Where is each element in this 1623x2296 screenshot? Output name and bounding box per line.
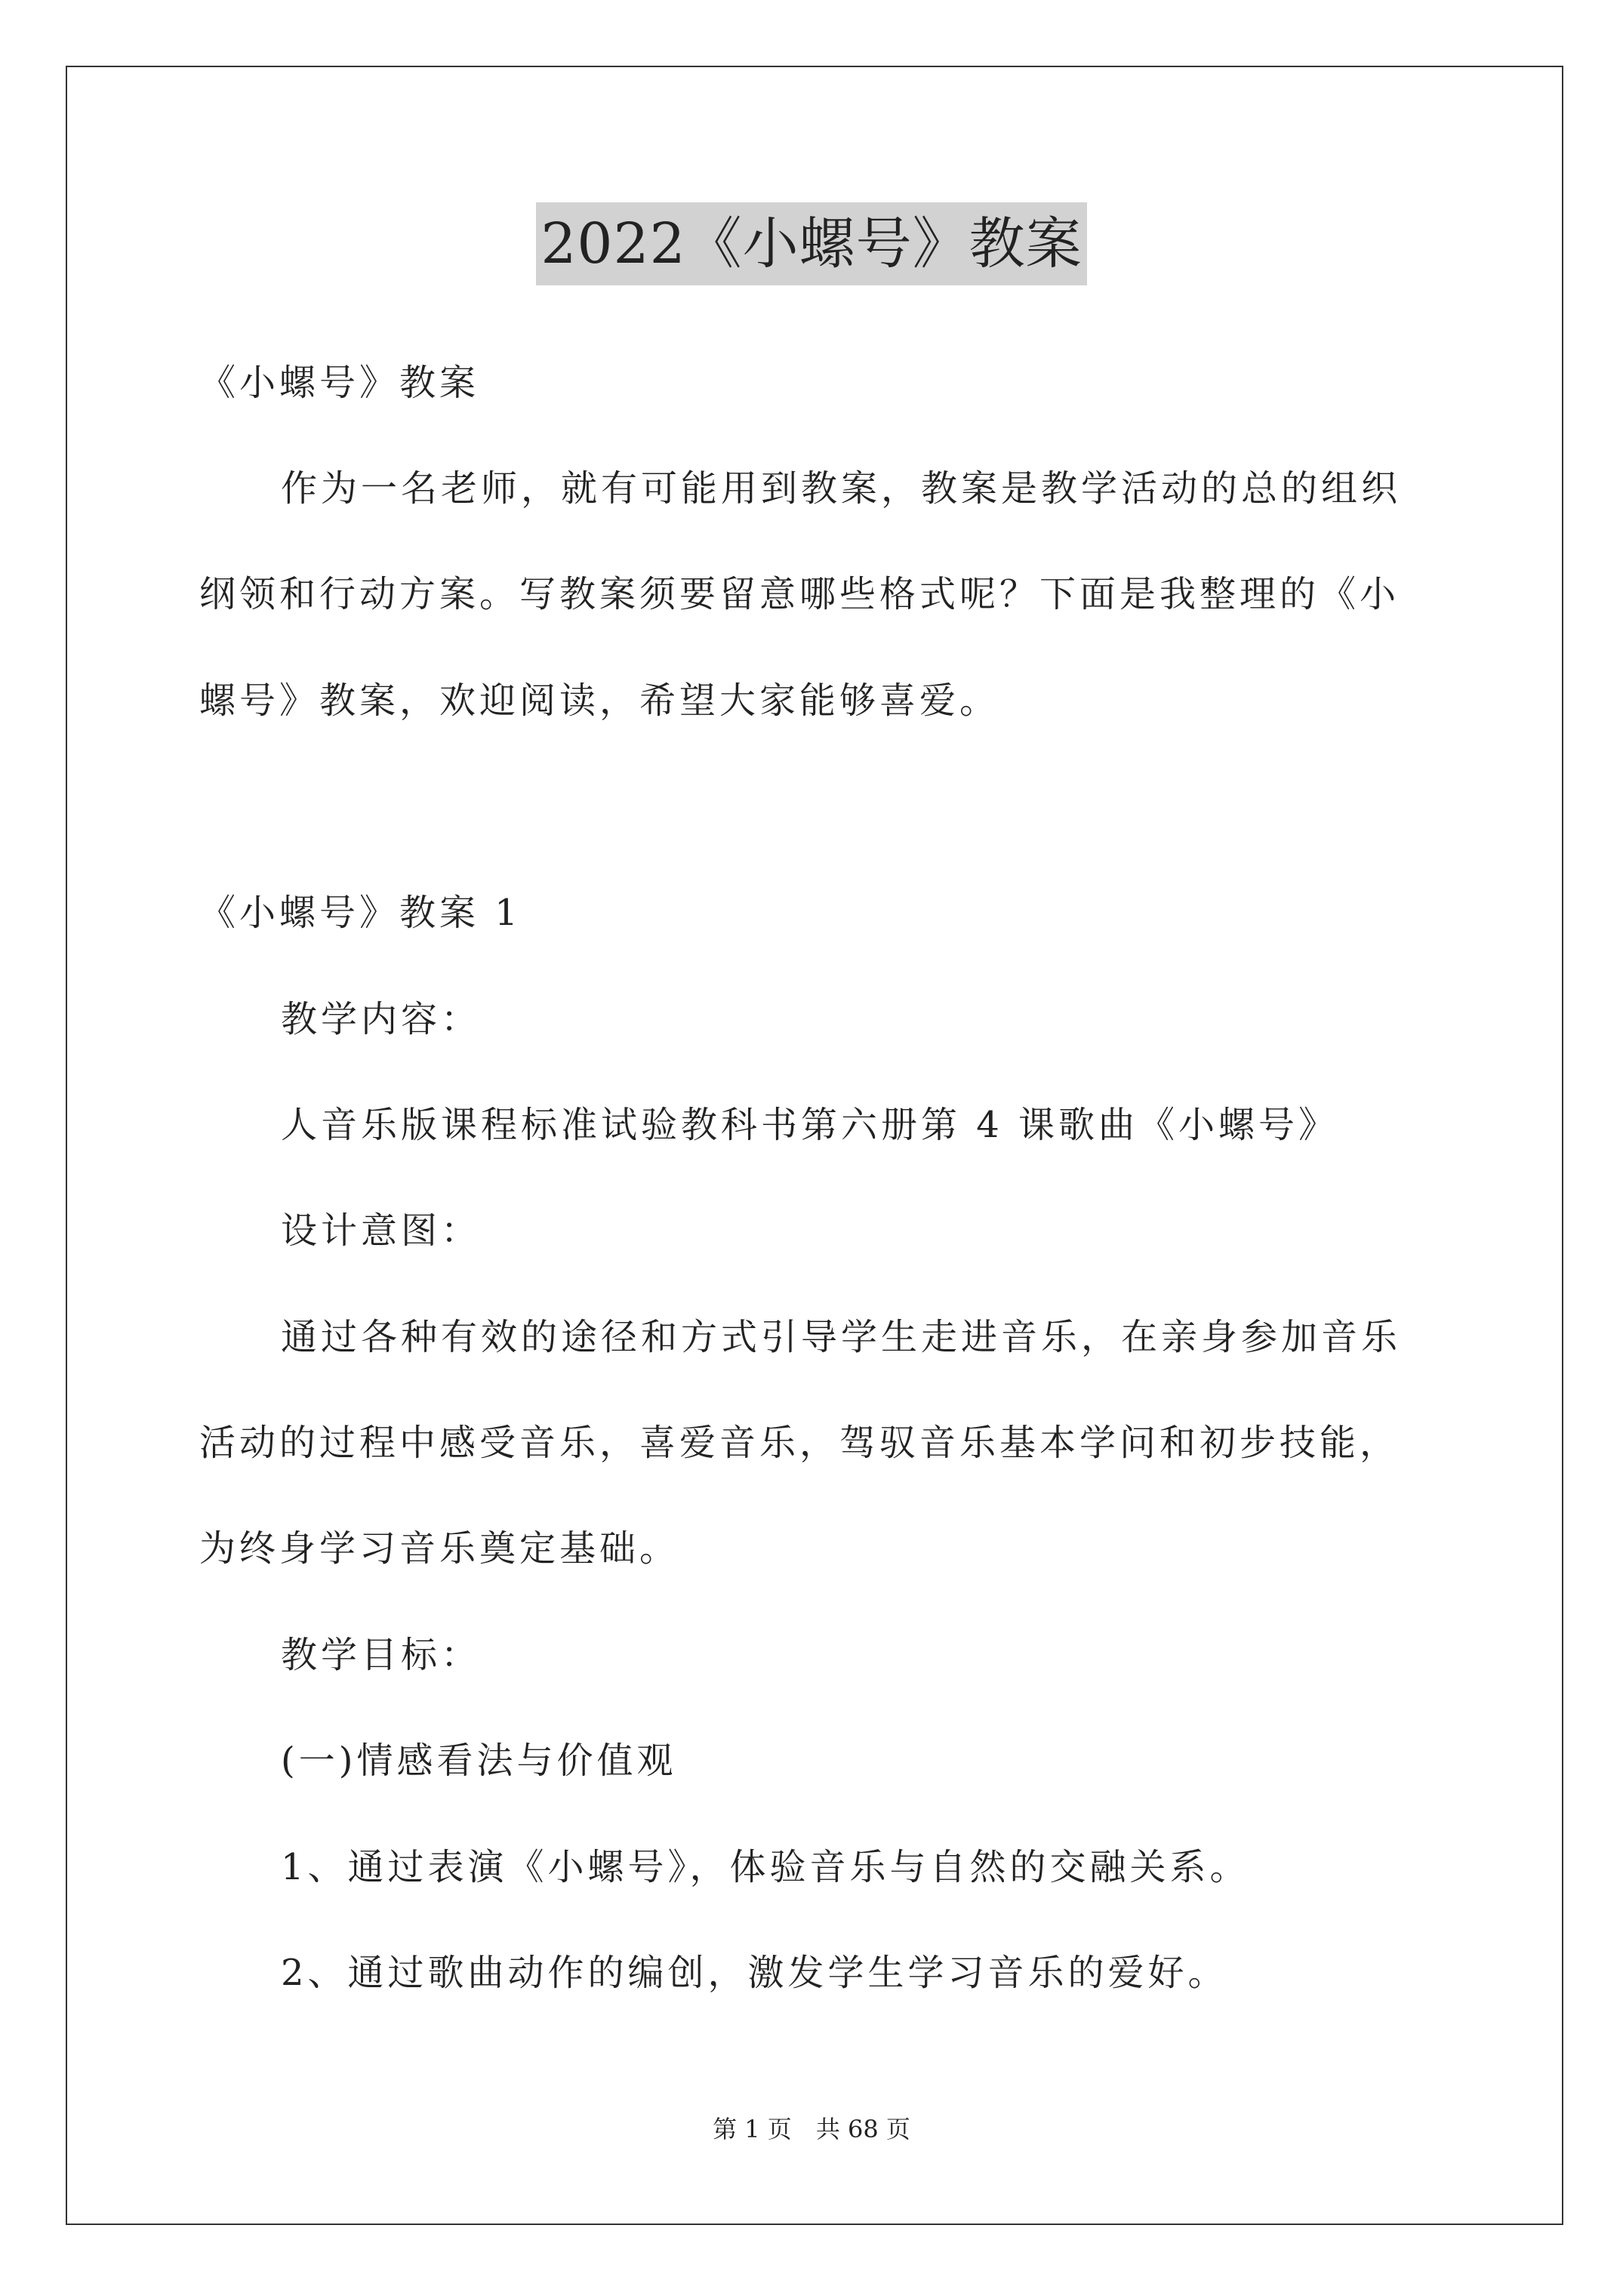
design-intent-line-2: 活动的过程中感受音乐，喜爱音乐，驾驭音乐基本学问和初步技能，: [199, 1422, 1400, 1464]
page-number: 第 1 页: [713, 2115, 792, 2143]
heading-design-intent: 设计意图：: [281, 1210, 482, 1252]
page-footer: [0, 2114, 1623, 2144]
goal-item-1: 1、通过表演《小螺号》，体验音乐与自然的交融关系。: [281, 1846, 1250, 1888]
page-total: 共 68 页: [815, 2115, 910, 2143]
goal-item-2: 2、通过歌曲动作的编创，激发学生学习音乐的爱好。: [281, 1952, 1228, 1994]
subtitle-line: 《小螺号》教案: [199, 362, 480, 404]
design-intent-line-3: 为终身学习音乐奠定基础。: [199, 1527, 680, 1570]
heading-teaching-goals: 教学目标：: [281, 1634, 482, 1676]
section-heading-1: 《小螺号》教案 1: [199, 892, 522, 934]
design-intent-line-1: 通过各种有效的途径和方式引导学生走进音乐，在亲身参加音乐: [281, 1316, 1402, 1358]
document-title-row: [0, 202, 1623, 285]
intro-line-3: 螺号》教案，欢迎阅读，希望大家能够喜爱。: [199, 680, 1000, 722]
document-title: 2022《小螺号》教案: [536, 202, 1086, 285]
intro-line-1: 作为一名老师，就有可能用到教案，教案是教学活动的总的组织: [281, 467, 1402, 510]
intro-line-2: 纲领和行动方案。写教案须要留意哪些格式呢？下面是我整理的《小: [199, 573, 1400, 615]
heading-teaching-content: 教学内容：: [281, 998, 482, 1040]
goal-subheading: (一)情感看法与价值观: [281, 1740, 677, 1782]
teaching-content-text: 人音乐版课程标准试验教科书第六册第 4 课歌曲《小螺号》: [281, 1104, 1339, 1146]
